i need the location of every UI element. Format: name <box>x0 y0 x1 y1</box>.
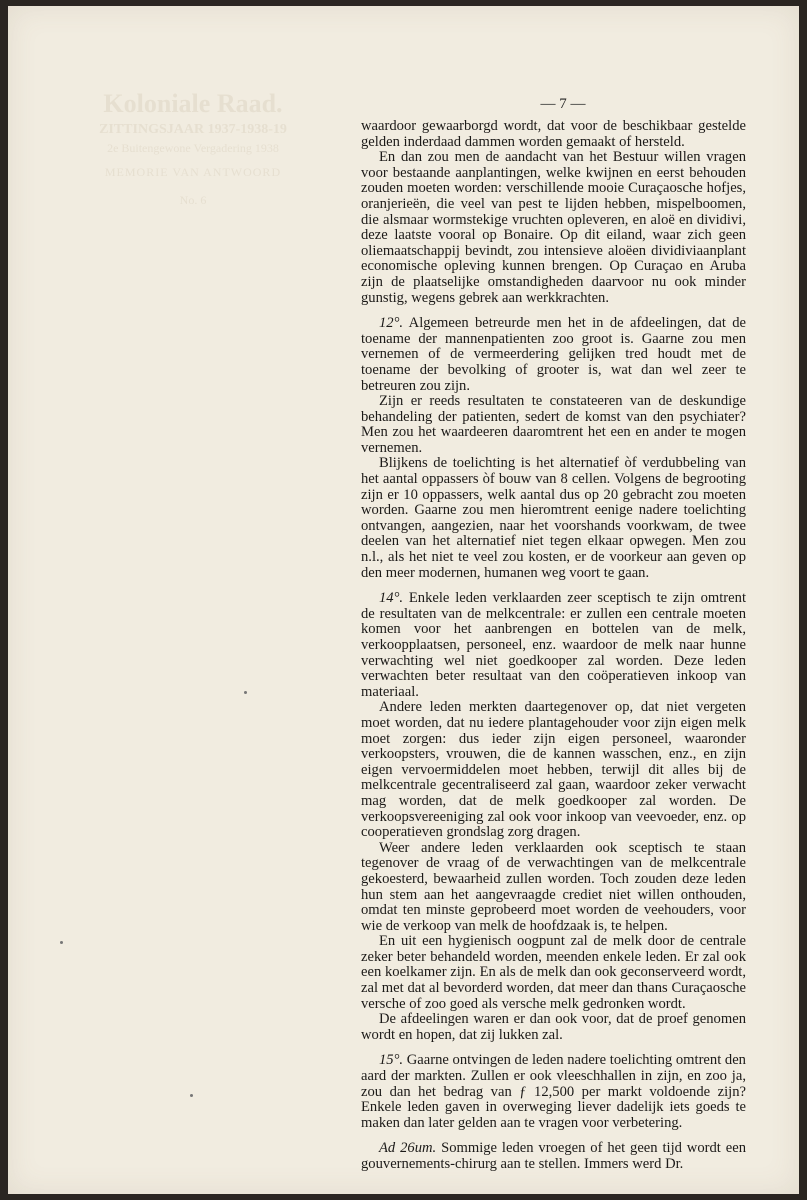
body-text <box>361 119 746 1173</box>
ghost-meeting: 2e Buitengewone Vergadering 1938 <box>107 140 279 155</box>
paragraph: Andere leden merkten daartegenover op, dat niet vergeten moet worden, dat nu iedere plantagehouder voor zijn eigen melk moet zorgen: dus ieder zijn eigen personeel, waaronder verkoopsters, vrouwen, die de kannen wasschen, enz., en zijn eigen vervoermiddelen moet hebben, terwijl dit alles bij de melkcentrale gecentraliseerd zal gaan, waardoor zeker verwacht mag worden, dat de melk goedkooper zal worden. De verkoopsvereeniging zal ook voor inkoop van veevoeder, enz. op cooperatieven grondslag zorg dragen. <box>361 699 746 841</box>
section-number: 12°. <box>379 315 404 332</box>
show-through-header <box>63 86 323 209</box>
ghost-session: ZITTINGSJAAR 1937-1938-19 <box>99 122 287 138</box>
ghost-number: No. 6 <box>179 193 207 208</box>
ghost-title: Koloniale Raad. <box>103 89 283 118</box>
paragraph: De afdeelingen waren er dan ook voor, dat de proef genomen wordt en hopen, dat zij lukken zal. <box>361 1011 746 1043</box>
section-15: 15°. Gaarne ontvingen de leden nadere toelichting omtrent den aard der markten. Zullen er ook vleeschhallen in zijn, en zoo ja, zou dan het bedrag van ƒ 12,500 per markt voldoende zijn? Enkele leden gaven in overweging liever dadelijk iets goeds te maken dan later gelden aan te vragen voor verbetering. <box>361 1052 746 1131</box>
section-ad-26: Ad 26um. Sommige leden vroegen of het geen tijd wordt een gouvernements-chirurg aan te stellen. Immers werd Dr. <box>361 1140 746 1172</box>
paper-speck <box>244 691 247 694</box>
section-number: 14°. <box>379 590 404 607</box>
ghost-memorie: MEMORIE VAN ANTWOORD <box>104 165 282 180</box>
paragraph: En uit een hygienisch oogpunt zal de melk door de centrale zeker beter behandeld worden, meenden enkele leden. Er zal ook een koelkamer zijn. En als de melk dan ook geconserveerd wordt, zal met dat al bevorderd worden, dat meer dan thans Curaçaosche versche of zoo goed als versche melk gedronken wordt. <box>361 933 746 1012</box>
page-number: — 7 — <box>540 96 586 112</box>
paragraph: Blijkens de toelichting is het alternatief òf verdubbeling van het aantal oppassers òf bouw van 8 cellen. Volgens de begrooting zijn er 10 oppassers, welk aantal dus op 20 gebracht zou moeten worden. Gaarne zou men hieromtrent eenige nadere toelichting ontvangen, aangezien, naar het voorshands voorkwam, de twee deelen van het alternatief niet tegen elkaar opwegen. Men zou n.l., als het niet te veel zou kosten, er de voorkeur aan geven op den meer modernen, humanen weg voort te gaan. <box>361 455 746 581</box>
paragraph: Zijn er reeds resultaten te constateeren van de deskundige behandeling der patienten, sedert de komst van den psychiater? Men zou het waardeeren daaromtrent het een en ander te mogen vernemen. <box>361 393 746 456</box>
section-14: 14°. Enkele leden verklaarden zeer sceptisch te zijn omtrent de resultaten van de melkcentrale: er zullen een centrale moeten komen voor het aanbrengen en bottelen van de melk, verkoopplaatsen, personeel, enz. waardoor de melk naar hunne verwachting wel niet goedkooper zal worden. Deze leden verwachten beter resultaat van den coöperatieven inkoop van materiaal. <box>361 590 746 700</box>
paragraph: Weer andere leden verklaarden ook sceptisch te staan tegenover de vraag of de verwachtingen van de melkcentrale gekoesterd, bewaarheid zullen worden. Toch zouden deze leden hun stem aan het aangevraagde crediet niet willen onthouden, omdat ten minste geprobeerd moet worden de veehouders, voor wie de verkoop van melk de hoofdzaak is, te helpen. <box>361 839 746 934</box>
section-12: 12°. Algemeen betreurde men het in de afdeelingen, dat de toename der mannenpatienten zoo groot is. Gaarne zou men vernemen of de vermeerdering gelijken tred houdt met de toename der bevolking of grooter is, wat dan wel zeer te betreuren zou zijn. <box>361 315 747 394</box>
section-number: 15°. <box>379 1052 404 1069</box>
document-page <box>8 6 799 1194</box>
paper-speck <box>190 1094 193 1097</box>
section-number: Ad 26um. <box>379 1140 437 1157</box>
paper-speck <box>60 941 63 944</box>
paragraph: waardoor gewaarborgd wordt, dat voor de beschikbaar gestelde gelden inderdaad dammen worden gemaakt of hersteld. <box>361 118 746 150</box>
paragraph: En dan zou men de aandacht van het Bestuur willen vragen voor bestaande aanplantingen, welke kwijnen en eerst behouden zouden moeten worden: verschillende mooie Curaçaosche hofjes, oranjerieën, die veel van pest te lijden hebben, mispelboomen, die alsmaar wormstekige vruchten opleveren, en aloë en dividivi, deze laatste vooral op Bonaire. Op dit eiland, waar zich geen oliemaatschappij bevindt, zou intensieve aloëen dividiviaanplant economische opleving kunnen brengen. Op Curaçao en Aruba zijn de plaatselijke omstandigheden daarvoor nu ook minder gunstig, wegens gebrek aan werkkrachten. <box>361 149 746 306</box>
